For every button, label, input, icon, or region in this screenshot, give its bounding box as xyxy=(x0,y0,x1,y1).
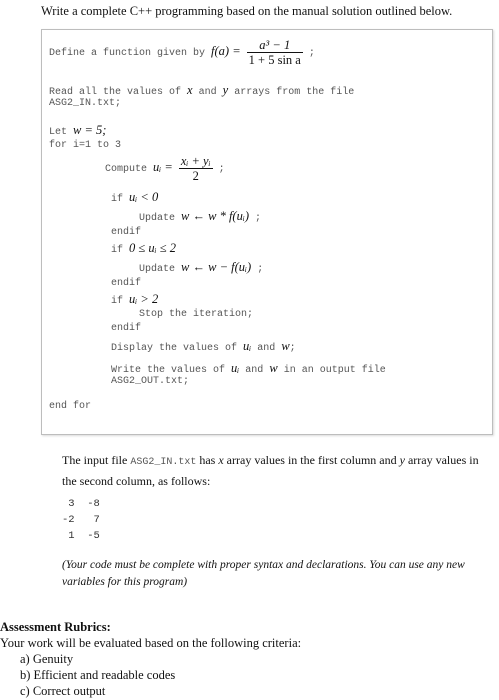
let-expression: w = 5; xyxy=(73,123,107,137)
endif-line: endif xyxy=(111,323,142,334)
update-subtract-expression: w ← w − f(uᵢ) xyxy=(181,260,252,274)
compute-semicolon: ; xyxy=(218,164,225,176)
if-keyword: if xyxy=(111,245,124,256)
write-line xyxy=(111,361,386,376)
update-subtract-line xyxy=(139,260,263,275)
endif-line: endif xyxy=(111,278,142,289)
define-semicolon: ; xyxy=(308,48,315,60)
display-line xyxy=(111,339,296,354)
var-y: y xyxy=(222,83,229,97)
function-fraction xyxy=(247,38,303,67)
data-row: 1 -5 xyxy=(62,530,100,542)
read-from-file: arrays from the file xyxy=(234,87,355,98)
var-w: w xyxy=(281,339,290,353)
read-and: and xyxy=(198,87,217,98)
end-for-line: end for xyxy=(49,401,92,412)
compute-line xyxy=(105,154,225,183)
if-range-line xyxy=(111,241,176,256)
completeness-note: (Your code must be complete with proper syntax and declarations. You can use any new variables for this program) xyxy=(62,559,465,588)
compute-denominator: 2 xyxy=(192,169,199,183)
desc-text: The input file xyxy=(62,453,128,467)
criterion-item: c) Correct output xyxy=(20,684,106,698)
var-w: w xyxy=(269,361,278,375)
define-function-line xyxy=(49,38,315,67)
display-semicolon: ; xyxy=(289,343,296,354)
update-label: Update xyxy=(139,264,176,275)
update-semicolon: ; xyxy=(257,264,264,275)
desc-text: has xyxy=(199,453,216,467)
read-values-line xyxy=(49,83,354,98)
stop-iteration-line: Stop the iteration; xyxy=(139,309,254,320)
var-x: x xyxy=(187,83,193,97)
compute-lhs: uᵢ = xyxy=(153,160,173,175)
update-label: Update xyxy=(139,213,176,224)
criterion-item: a) Genuity xyxy=(20,652,74,666)
if-negative-condition: uᵢ < 0 xyxy=(129,190,159,204)
update-multiply-expression: w ← w * f(uᵢ) xyxy=(181,209,249,223)
desc-text: array values in the second column, as follows: xyxy=(62,453,479,488)
rubrics-intro: Your work will be evaluated based on the following criteria: xyxy=(0,636,302,650)
display-and: and xyxy=(257,343,276,354)
write-output-file: in an output file xyxy=(283,365,386,376)
if-keyword: if xyxy=(111,194,124,205)
data-row: 3 -8 xyxy=(62,498,100,510)
update-semicolon: ; xyxy=(255,213,262,224)
write-filename: ASG2_OUT.txt; xyxy=(111,376,190,387)
function-lhs: f(a) = xyxy=(211,44,241,59)
let-line xyxy=(49,123,106,138)
read-label: Read all the values of xyxy=(49,87,182,98)
endif-line: endif xyxy=(111,227,142,238)
compute-numerator: xᵢ + yᵢ xyxy=(180,154,211,168)
input-data-table xyxy=(62,496,100,544)
compute-label: Compute xyxy=(105,164,148,176)
function-numerator: a³ − 1 xyxy=(247,38,303,53)
data-row: -2 7 xyxy=(62,514,100,526)
if-greater-line xyxy=(111,292,158,307)
read-filename: ASG2_IN.txt; xyxy=(49,98,122,109)
if-range-condition: 0 ≤ uᵢ ≤ 2 xyxy=(129,241,176,255)
display-label: Display the values of xyxy=(111,343,238,354)
define-label: Define a function given by xyxy=(49,48,206,60)
compute-fraction xyxy=(179,154,213,183)
algorithm-box xyxy=(41,29,493,435)
let-label: Let xyxy=(49,127,68,138)
var-u: uᵢ xyxy=(231,361,240,375)
write-and: and xyxy=(245,365,264,376)
assignment-heading: Write a complete C++ programming based on the manual solution outlined below. xyxy=(41,4,453,18)
var-x: x xyxy=(218,453,224,467)
if-keyword: if xyxy=(111,296,124,307)
var-y: y xyxy=(399,453,405,467)
var-u: uᵢ xyxy=(243,339,252,353)
desc-text: array values in the first column and xyxy=(226,453,397,467)
function-denominator: 1 + 5 sin a xyxy=(248,53,301,67)
input-filename: ASG2_IN.txt xyxy=(130,457,197,468)
if-greater-condition: uᵢ > 2 xyxy=(129,292,159,306)
rubrics-title: Assessment Rubrics: xyxy=(0,620,111,634)
if-negative-line xyxy=(111,190,158,205)
for-line: for i=1 to 3 xyxy=(49,140,122,151)
write-label: Write the values of xyxy=(111,365,226,376)
criterion-item: b) Efficient and readable codes xyxy=(20,668,176,682)
update-multiply-line xyxy=(139,209,261,224)
input-description xyxy=(62,451,496,490)
